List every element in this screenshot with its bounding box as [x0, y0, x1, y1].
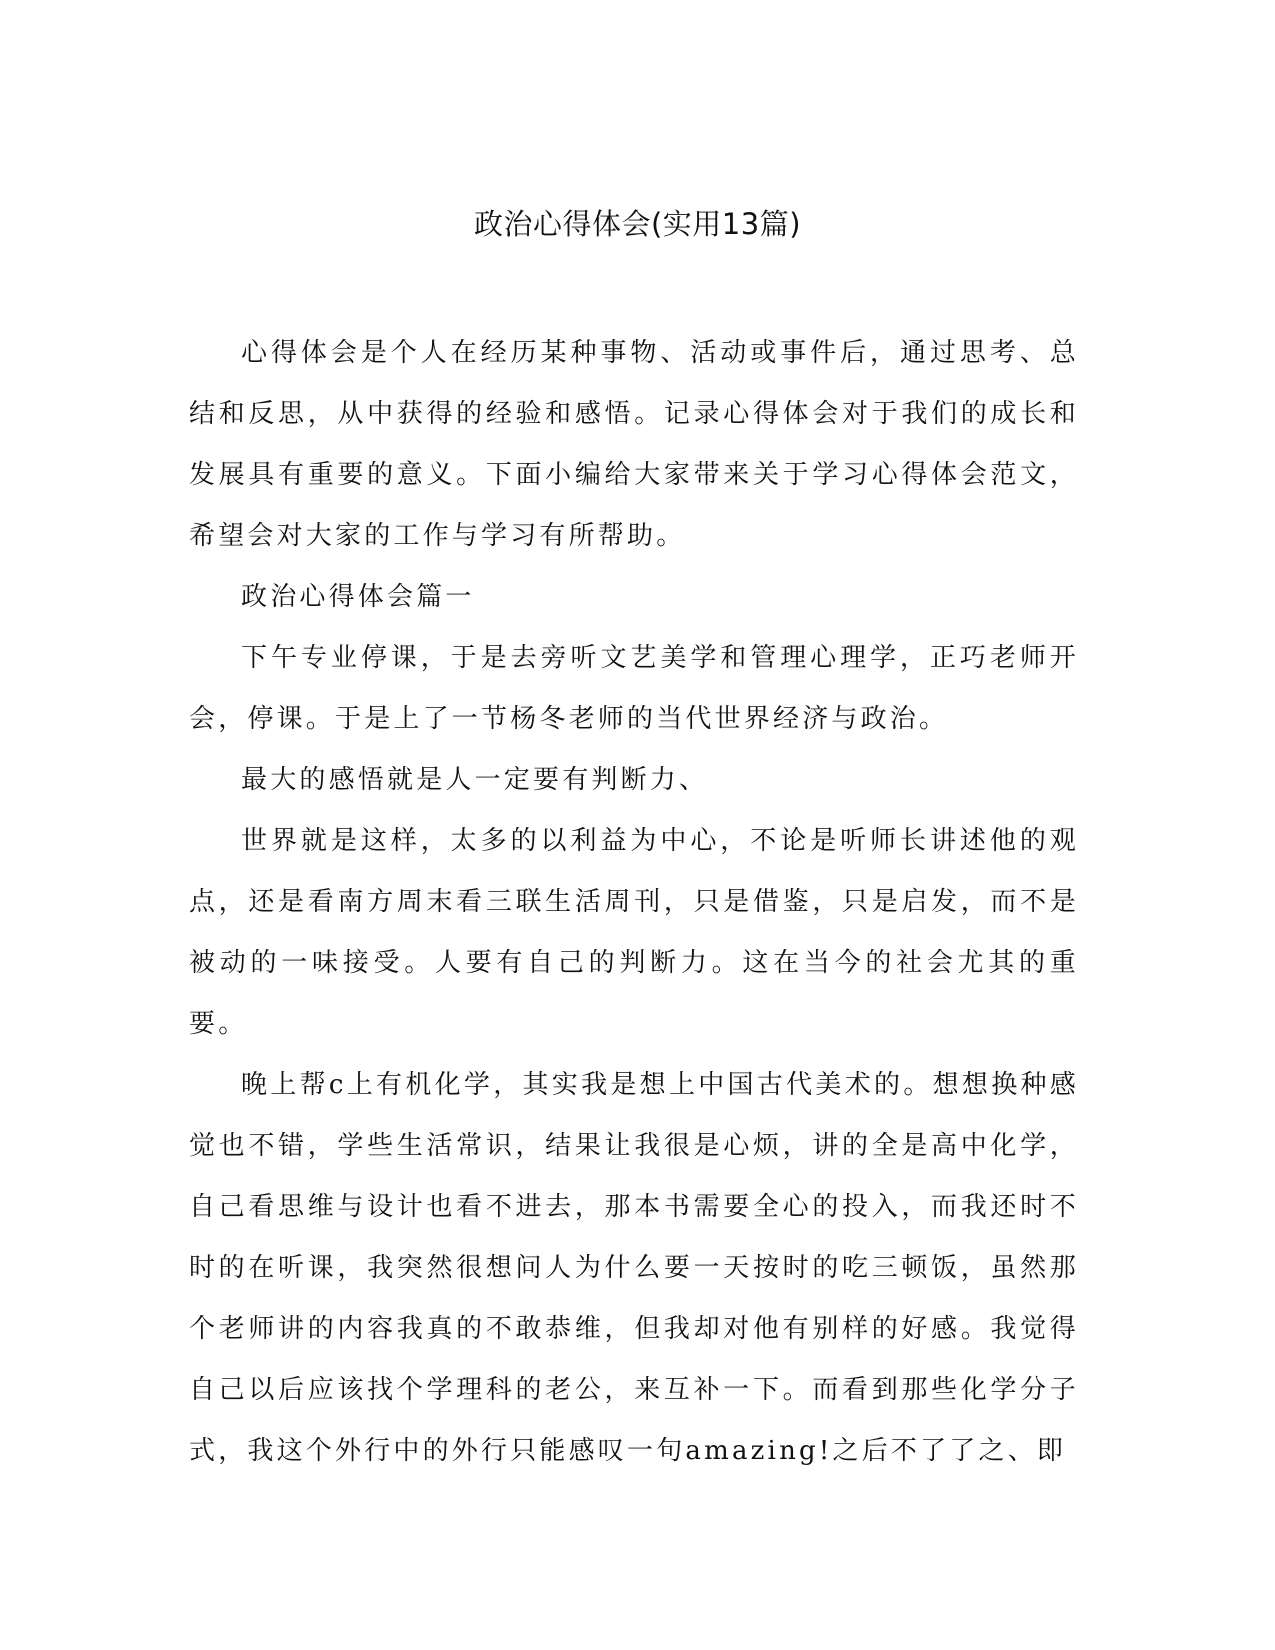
document-title: 政治心得体会(实用13篇) — [473, 207, 802, 241]
paragraph: 世界就是这样，太多的以利益为中心，不论是听师长讲述他的观点，还是看南方周末看三联生活周刊，只是借鉴，只是启发，而不是被动的一味接受。人要有自己的判断力。这在当今的社会尤其的重要。 — [189, 826, 1079, 1039]
document-body — [189, 323, 1079, 1482]
section-heading: 政治心得体会篇一 — [241, 582, 475, 612]
paragraph: 晚上帮c上有机化学，其实我是想上中国古代美术的。想想换种感觉也不错，学些生活常识，结果让我很是心烦，讲的全是高中化学，自己看思维与设计也看不进去，那本书需要全心的投入，而我还时不时的在听课，我突然很想问人为什么要一天按时的吃三顿饭，虽然那个老师讲的内容我真的不敢恭维，但我却对他有别样的好感。我觉得自己以后应该找个学理科的老公，来互补一下。而看到那些化学分子式，我这个外行中的外行只能感叹一句amazing!之后不了了之、即 — [189, 1070, 1079, 1466]
paragraph: 下午专业停课，于是去旁听文艺美学和管理心理学，正巧老师开会，停课。于是上了一节杨冬老师的当代世界经济与政治。 — [189, 643, 1079, 734]
paragraph: 最大的感悟就是人一定要有判断力、 — [241, 765, 709, 795]
paragraph-intro: 心得体会是个人在经历某种事物、活动或事件后，通过思考、总结和反思，从中获得的经验和感悟。记录心得体会对于我们的成长和发展具有重要的意义。下面小编给大家带来关于学习心得体会范文，希望会对大家的工作与学习有所帮助。 — [189, 338, 1079, 551]
